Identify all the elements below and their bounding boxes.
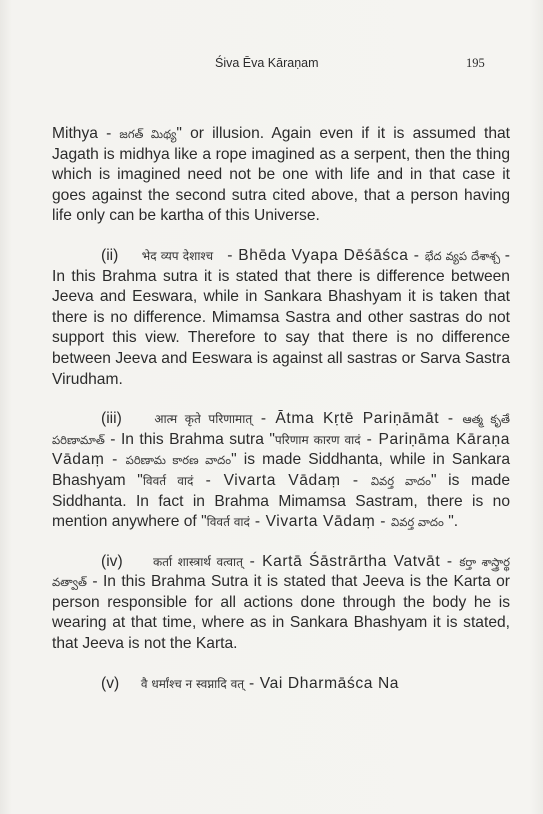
item-label: (v) — [101, 674, 120, 692]
page-header — [0, 56, 543, 76]
paragraph-mithya — [52, 124, 510, 227]
item-text: - In this Brahma Sutra it is stated that Jeeva is the Karta or person responsible for all actions done through the body he is wearing at that time, where as in Sankara Bhashyam it is stated, that Jeeva is not the Karta. — [52, 573, 510, 653]
running-title: Śiva Ēva Kāraṇam — [215, 56, 319, 70]
sanskrit-devanagari: परिणाम कारण वादं — [274, 432, 361, 447]
item-label: (iii) — [101, 410, 122, 428]
sanskrit-devanagari: आत्म कृते परिणामात् — [154, 412, 253, 427]
sanskrit-romanized: - Vai Dharmāśca Na — [244, 674, 400, 692]
sanskrit-romanized: - Kartā Śāstrārtha Vatvāt - — [242, 552, 460, 570]
sanskrit-devanagari: कर्ता शास्त्रार्थ वत्वात् — [152, 554, 243, 569]
sanskrit-telugu: ఆత్మ కృతే పరిణామాత్ — [52, 412, 510, 447]
sanskrit-romanized: - Ātma Kṛtē Pariṇāmāt - — [252, 410, 463, 428]
paragraph-item-ii — [52, 246, 510, 390]
sanskrit-romanized: - Vivarta Vādaṃ - — [193, 471, 371, 489]
item-text: " is made Siddhanta. In fact in Brahma Mimamsa Sastram, there is no mention anywhere of " — [52, 471, 510, 531]
sanskrit-devanagari: विवर्त वादं — [142, 473, 194, 488]
sanskrit-devanagari: वै धर्मांश्च न स्वप्नादि वत् — [140, 676, 245, 691]
sanskrit-telugu: కర్తా శాస్త్రార్థ వత్వాత్ — [52, 554, 510, 590]
sanskrit-telugu: వివర్త వాదం — [370, 473, 431, 488]
sanskrit-romanized: - Pariṇāma Kāraṇa Vādaṃ - — [52, 430, 511, 469]
paragraph-item-v — [52, 674, 510, 695]
item-label: (ii) — [101, 246, 119, 264]
page-body — [52, 124, 510, 713]
item-text: " is made Siddhanta, while in Sankara Bhashyam " — [52, 451, 510, 489]
item-text: - In this Brahma sutra it is stated that there is difference between Jeeva and Eeswara, while in Sankara Bhashyam it is taken that there is no difference. Mimamsa Sastra and other sastras do not support this view. Therefore to say that there is no difference between Jeeva and Eeswara is against all sastras or Sarva Sastra Virudham. — [52, 246, 510, 388]
item-label: (iv) — [101, 552, 123, 570]
sanskrit-devanagari: विवर्त वादं — [206, 515, 250, 530]
sanskrit-telugu: వివర్త వాదం — [391, 515, 444, 530]
paragraph-item-iii — [52, 409, 510, 533]
sanskrit-telugu: పరిణామ కారణ వాదం — [125, 453, 232, 468]
sanskrit-romanized: - Bhēda Vyapa Dēśāśca - — [227, 246, 425, 264]
mithya-text: " or illusion. Again even if it is assumed that Jagath is midhya like a rope imagined as a serpent, then the thing which is imagined need not be one with life and in that case it goes against the second sutra cited above, that a person having life only can be kartha of this Universe. — [52, 125, 511, 225]
paragraph-item-iv — [52, 552, 510, 655]
mithya-lead: Mithya - — [52, 125, 120, 142]
item-text: ". — [443, 513, 459, 531]
item-text: - In this Brahma sutra " — [104, 430, 275, 448]
mithya-telugu: జగత్ మిథ్య — [119, 127, 177, 141]
sanskrit-telugu: భేద వ్యప దేశాశ్చ — [424, 248, 501, 263]
page-number: 195 — [466, 56, 485, 70]
sanskrit-romanized: - Vivarta Vādaṃ - — [249, 513, 392, 531]
sanskrit-devanagari: भेद व्यप देशाश्च — [141, 248, 214, 263]
